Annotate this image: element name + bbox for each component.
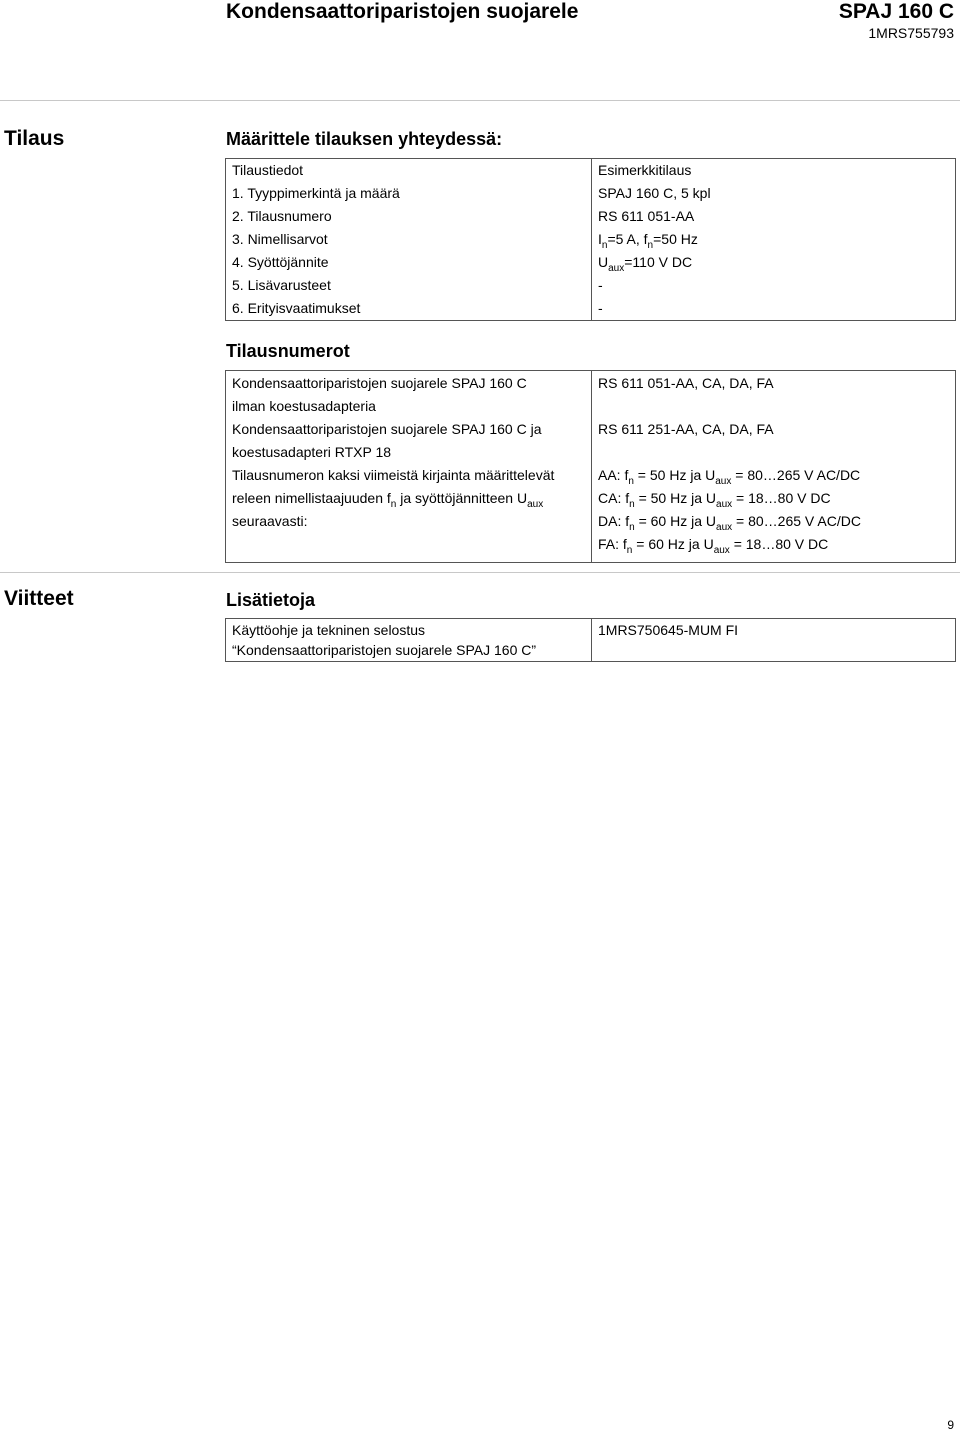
table-cell-value: SPAJ 160 C, 5 kpl (592, 182, 956, 205)
subscript: n (647, 240, 654, 251)
document-number: 1MRS755793 (868, 25, 954, 41)
subscript: n (601, 240, 608, 251)
table-row (226, 619, 956, 662)
text-fragment: = 50 Hz ja U (634, 490, 717, 506)
page-number: 9 (947, 1418, 954, 1432)
text-fragment: =5 A, f (607, 231, 648, 247)
table-cell-value (592, 251, 956, 274)
subscript: aux (713, 545, 730, 556)
section-label-tilaus: Tilaus (4, 127, 65, 150)
text-line: koestusadapteri RTXP 18 (232, 444, 392, 460)
table-cell-value: RS 611 051-AA (592, 205, 956, 228)
text-line: Käyttöohje ja tekninen selostus (232, 622, 426, 638)
section-divider (0, 572, 960, 573)
table-cell-value (592, 228, 956, 251)
text-fragment: AA: f (598, 467, 629, 483)
text-fragment: = 18…80 V DC (729, 536, 829, 552)
order-heading: Määrittele tilauksen yhteydessä: (226, 129, 503, 149)
text-fragment: = 18…80 V DC (732, 490, 831, 506)
table-row (226, 182, 956, 205)
text-fragment: =110 V DC (624, 254, 693, 270)
table-cell-label (226, 464, 592, 563)
subscript: n (629, 499, 635, 510)
text-fragment: U (598, 254, 609, 270)
subscript: aux (715, 476, 732, 487)
references-table (225, 618, 956, 662)
table-row (226, 251, 956, 274)
order-numbers-table (225, 370, 956, 563)
text-fragment: releen nimellistaajuuden f (232, 490, 391, 506)
text-fragment: = 60 Hz ja U (632, 536, 714, 552)
table-cell-label (226, 371, 592, 419)
text-line: Kondensaattoriparistojen suojarele SPAJ 160 C ja (232, 421, 542, 437)
text-fragment: = 80…265 V AC/DC (732, 513, 861, 529)
text-line: seuraavasti: (232, 513, 308, 529)
subscript: aux (608, 263, 625, 274)
table-cell-value: RS 611 251-AA, CA, DA, FA (592, 418, 956, 464)
code-line (598, 464, 949, 487)
code-line (598, 487, 949, 510)
table-row (226, 297, 956, 321)
table-cell-label (226, 619, 592, 662)
table-row (226, 159, 956, 183)
text-fragment: ja syöttöjännitteen U (396, 490, 528, 506)
table-row (226, 274, 956, 297)
code-line (598, 533, 949, 556)
table-cell-value: RS 611 051-AA, CA, DA, FA (592, 371, 956, 419)
subscript: n (629, 522, 635, 533)
table-cell-label: 5. Lisävarusteet (226, 274, 592, 297)
section-label-viitteet: Viitteet (4, 587, 74, 610)
text-fragment: = 50 Hz ja U (633, 467, 716, 483)
subscript: n (626, 545, 633, 556)
text-line (232, 487, 585, 510)
table-cell-label (226, 418, 592, 464)
table-cell-label: 3. Nimellisarvot (226, 228, 592, 251)
table-cell-label: 1. Tyyppimerkintä ja määrä (226, 182, 592, 205)
text-line: “Kondensaattoriparistojen suojarele SPAJ 160 C” (232, 642, 537, 658)
table-cell-value: - (592, 274, 956, 297)
text-fragment: I (598, 231, 602, 247)
table-cell-label: Tilaustiedot (226, 159, 592, 183)
text-fragment: =50 Hz (653, 231, 698, 247)
text-fragment: FA: f (598, 536, 627, 552)
subscript: aux (716, 522, 733, 533)
table-cell-label: 6. Erityisvaatimukset (226, 297, 592, 321)
order-numbers-heading: Tilausnumerot (226, 341, 350, 361)
table-cell-label: 2. Tilausnumero (226, 205, 592, 228)
text-fragment: DA: f (598, 513, 630, 529)
table-row (226, 464, 956, 563)
text-fragment: CA: f (598, 490, 630, 506)
order-info-table (225, 158, 956, 321)
table-row (226, 228, 956, 251)
text-line: ilman koestusadapteria (232, 398, 376, 414)
text-fragment: = 80…265 V AC/DC (731, 467, 861, 483)
table-row (226, 418, 956, 464)
table-cell-value: - (592, 297, 956, 321)
text-fragment: = 60 Hz ja U (634, 513, 717, 529)
additional-info-heading: Lisätietoja (226, 590, 316, 610)
subscript: aux (527, 499, 544, 510)
section-divider (0, 100, 960, 101)
table-cell-value: 1MRS750645-MUM FI (592, 619, 956, 662)
text-line: Tilausnumeron kaksi viimeistä kirjainta määrittelevät (232, 467, 555, 483)
product-name: SPAJ 160 C (838, 0, 954, 23)
code-line (598, 510, 949, 533)
page-title: Kondensaattoriparistojen suojarele (226, 0, 579, 23)
table-cell-value (592, 464, 956, 563)
table-cell-value: Esimerkkitilaus (592, 159, 956, 183)
table-cell-label: 4. Syöttöjännite (226, 251, 592, 274)
table-row (226, 205, 956, 228)
subscript: aux (716, 499, 733, 510)
table-row (226, 371, 956, 419)
subscript: n (628, 476, 634, 487)
text-line: Kondensaattoriparistojen suojarele SPAJ 160 C (232, 375, 527, 391)
subscript: n (390, 499, 397, 510)
